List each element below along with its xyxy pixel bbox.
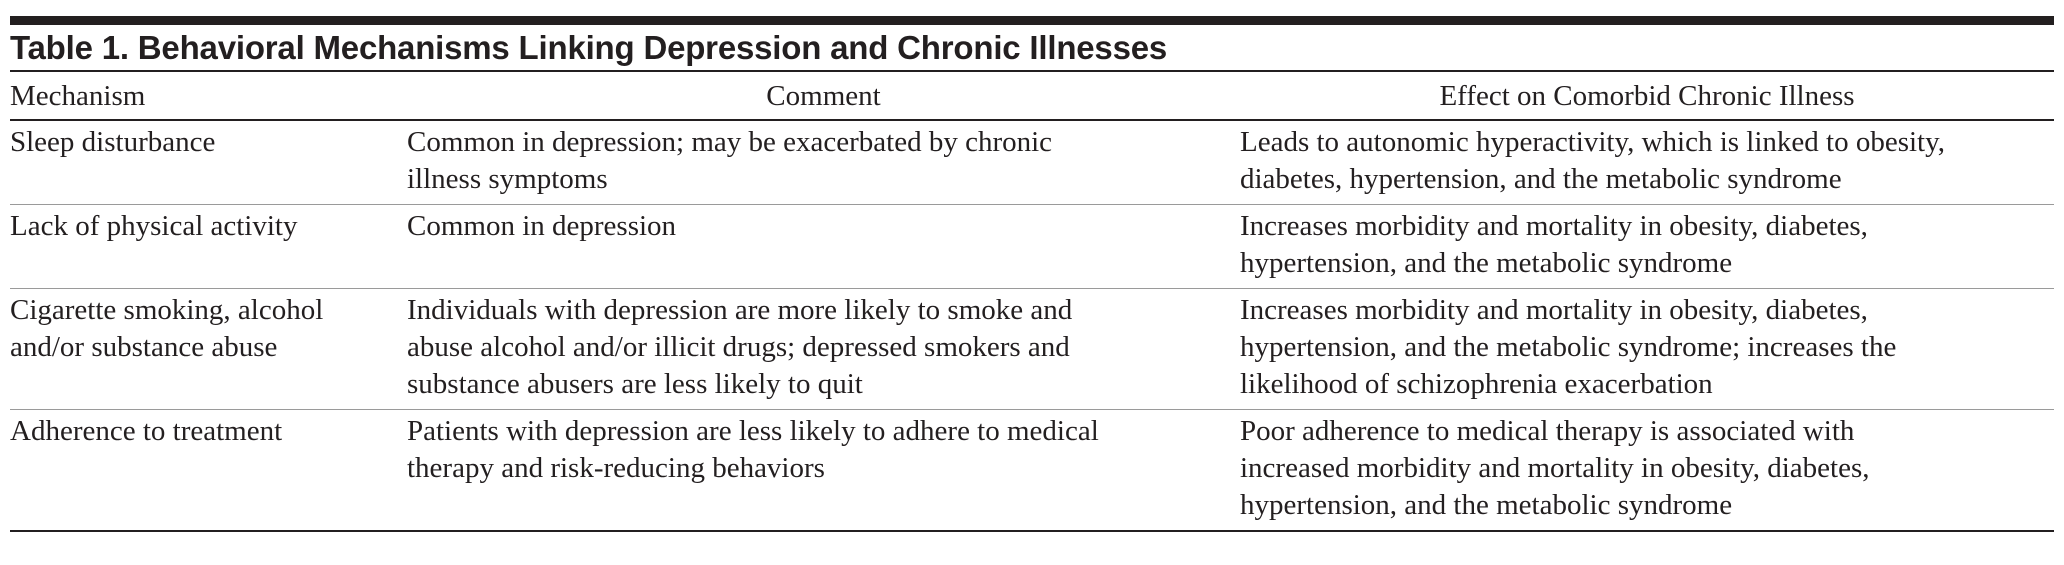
cell-mechanism [10, 289, 407, 410]
cell-comment [407, 289, 1240, 410]
cell-line: Individuals with depression are more likely to smoke and [407, 294, 1073, 326]
cell-line: Sleep disturbance [10, 126, 216, 158]
cell-mechanism [10, 410, 407, 532]
table-title: Table 1. Behavioral Mechanisms Linking Depression and Chronic Illnesses [10, 29, 1168, 66]
cell-line: hypertension, and the metabolic syndrome; increases the [1240, 331, 1897, 363]
cell-line: Leads to autonomic hyperactivity, which is linked to obesity, [1240, 126, 1945, 158]
cell-line: therapy and risk-reducing behaviors [407, 452, 825, 484]
cell-line: increased morbidity and mortality in obesity, diabetes, [1240, 452, 1870, 484]
table-row [10, 205, 2054, 289]
cell-line: substance abusers are less likely to quit [407, 368, 863, 400]
table-top-rule [10, 16, 2054, 25]
cell-comment [407, 120, 1240, 205]
cell-effect [1240, 410, 2054, 532]
table-container [10, 16, 2054, 532]
cell-line: Common in depression [407, 210, 677, 242]
table-row [10, 289, 2054, 410]
cell-effect [1240, 205, 2054, 289]
header-effect: Effect on Comorbid Chronic Illness [1240, 72, 2054, 120]
cell-line: Cigarette smoking, alcohol [10, 294, 324, 326]
cell-line: Increases morbidity and mortality in obesity, diabetes, [1240, 294, 1868, 326]
cell-line: and/or substance abuse [10, 331, 278, 363]
cell-line: likelihood of schizophrenia exacerbation [1240, 368, 1713, 400]
cell-line: hypertension, and the metabolic syndrome [1240, 247, 1733, 279]
cell-effect [1240, 120, 2054, 205]
cell-line: illness symptoms [407, 163, 608, 195]
cell-line: Increases morbidity and mortality in obesity, diabetes, [1240, 210, 1868, 242]
header-mechanism: Mechanism [10, 72, 407, 120]
cell-line: abuse alcohol and/or illicit drugs; depressed smokers and [407, 331, 1070, 363]
header-comment: Comment [407, 72, 1240, 120]
table-row [10, 120, 2054, 205]
cell-mechanism [10, 120, 407, 205]
cell-comment [407, 205, 1240, 289]
cell-line: hypertension, and the metabolic syndrome [1240, 489, 1733, 521]
cell-effect [1240, 289, 2054, 410]
cell-line: diabetes, hypertension, and the metabolic syndrome [1240, 163, 1842, 195]
cell-line: Poor adherence to medical therapy is associated with [1240, 415, 1855, 447]
cell-line: Lack of physical activity [10, 210, 298, 242]
table-row [10, 410, 2054, 532]
data-table [10, 72, 2054, 532]
cell-mechanism [10, 205, 407, 289]
header-row [10, 72, 2054, 120]
cell-line: Adherence to treatment [10, 415, 283, 447]
cell-line: Common in depression; may be exacerbated by chronic [407, 126, 1053, 158]
cell-line: Patients with depression are less likely to adhere to medical [407, 415, 1099, 447]
cell-comment [407, 410, 1240, 532]
